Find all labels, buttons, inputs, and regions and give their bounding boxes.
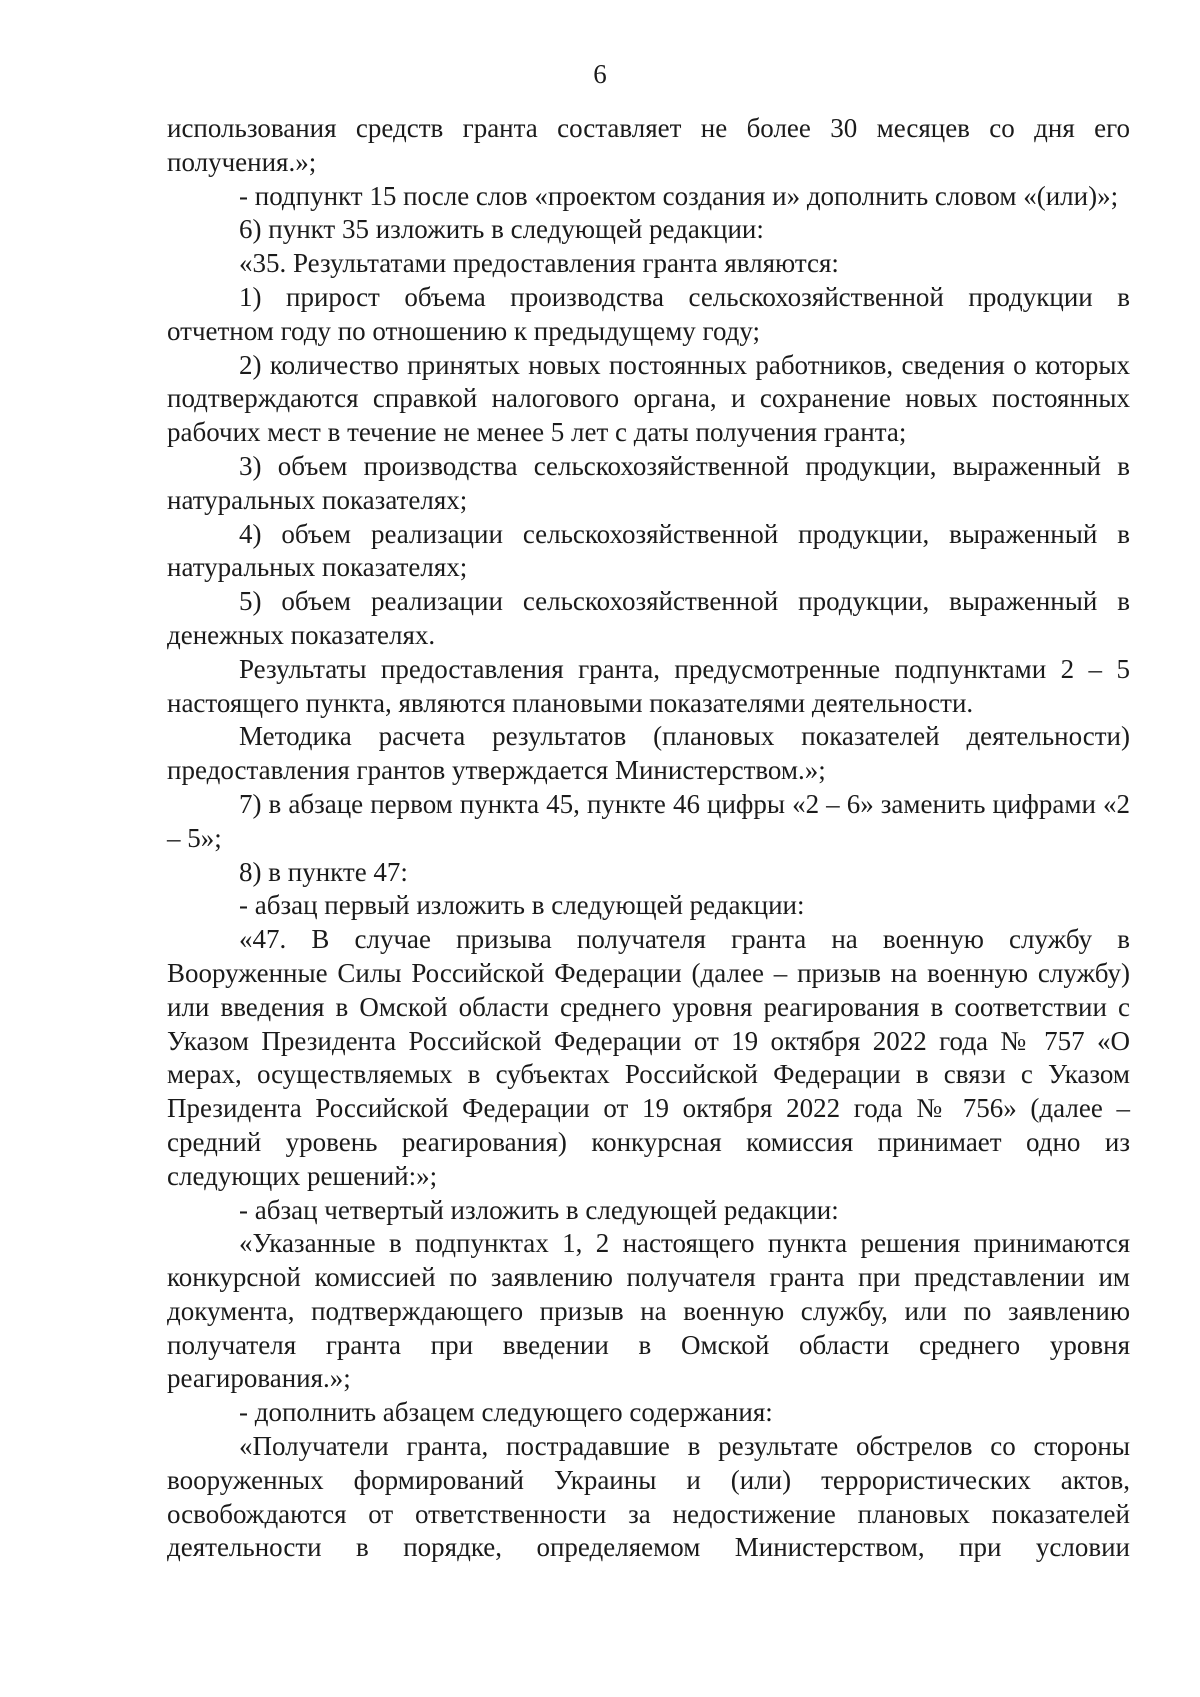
paragraph: использования средств гранта составляет не более 30 месяцев со дня его получения.»; (167, 113, 1130, 177)
paragraph: 6) пункт 35 изложить в следующей редакции: (239, 214, 764, 245)
paragraph: 2) количество принятых новых постоянных работников, сведения о которых подтверждаются справкой налогового органа, и сохранение новых постоянных рабочих мест в течение не менее 5 лет с даты получения гранта; (167, 349, 1130, 448)
paragraph: - подпункт 15 после слов «проектом создания и» дополнить словом «(или)»; (239, 180, 1119, 211)
paragraph: - абзац четвертый изложить в следующей редакции: (239, 1194, 839, 1225)
document-body (167, 112, 1130, 1565)
paragraph: - абзац первый изложить в следующей редакции: (239, 890, 805, 921)
paragraph: 4) объем реализации сельскохозяйственной продукции, выраженный в натуральных показателях; (167, 518, 1130, 583)
paragraph: 7) в абзаце первом пункта 45, пункте 46 цифры «2 – 6» заменить цифрами «2 – 5»; (167, 788, 1130, 853)
paragraph: «35. Результатами предоставления гранта являются: (239, 248, 839, 279)
paragraph: Методика расчета результатов (плановых показателей деятельности) предоставления грантов утверждается Министерством.»; (167, 721, 1130, 786)
paragraph: «Указанные в подпунктах 1, 2 настоящего пункта решения принимаются конкурсной комиссией по заявлению получателя гранта при представлении им документа, подтверждающего призыв на военную службу, или по заявлению получателя гранта при введении в Омской области среднего уровня реагирования.»; (167, 1228, 1130, 1394)
paragraph: Результаты предоставления гранта, предусмотренные подпунктами 2 – 5 настоящего пункта, являются плановыми показателями деятельности. (167, 653, 1130, 718)
paragraph: - дополнить абзацем следующего содержания: (239, 1397, 773, 1428)
paragraph: 5) объем реализации сельскохозяйственной продукции, выраженный в денежных показателях. (167, 586, 1130, 650)
paragraph: 8) в пункте 47: (239, 856, 408, 887)
paragraph: 3) объем производства сельскохозяйственной продукции, выраженный в натуральных показателях; (167, 450, 1130, 515)
paragraph: 1) прирост объема производства сельскохозяйственной продукции в отчетном году по отношению к предыдущему году; (167, 281, 1130, 346)
page-number: 6 (593, 59, 607, 89)
paragraph: «Получатели гранта, пострадавшие в результате обстрелов со стороны вооруженных формирований Украины и (или) террористических актов, освобождаются от ответственности за недостижение плановых показателей деятельности в порядке, определяемом Министерством, при условии (167, 1431, 1130, 1563)
paragraph: «47. В случае призыва получателя гранта на военную службу в Вооруженные Силы Российской Федерации (далее – призыв на военную службу) или введения в Омской области среднего уровня реагирования в соответствии с Указом Президента Российской Федерации от 19 октября 2022 года № 757 «О мерах, осуществляемых в субъектах Российской Федерации в связи с Указом Президента Российской Федерации от 19 октября 2022 года № 756» (далее – средний уровень реагирования) конкурсная комиссия принимает одно из следующих решений:»; (167, 924, 1130, 1191)
